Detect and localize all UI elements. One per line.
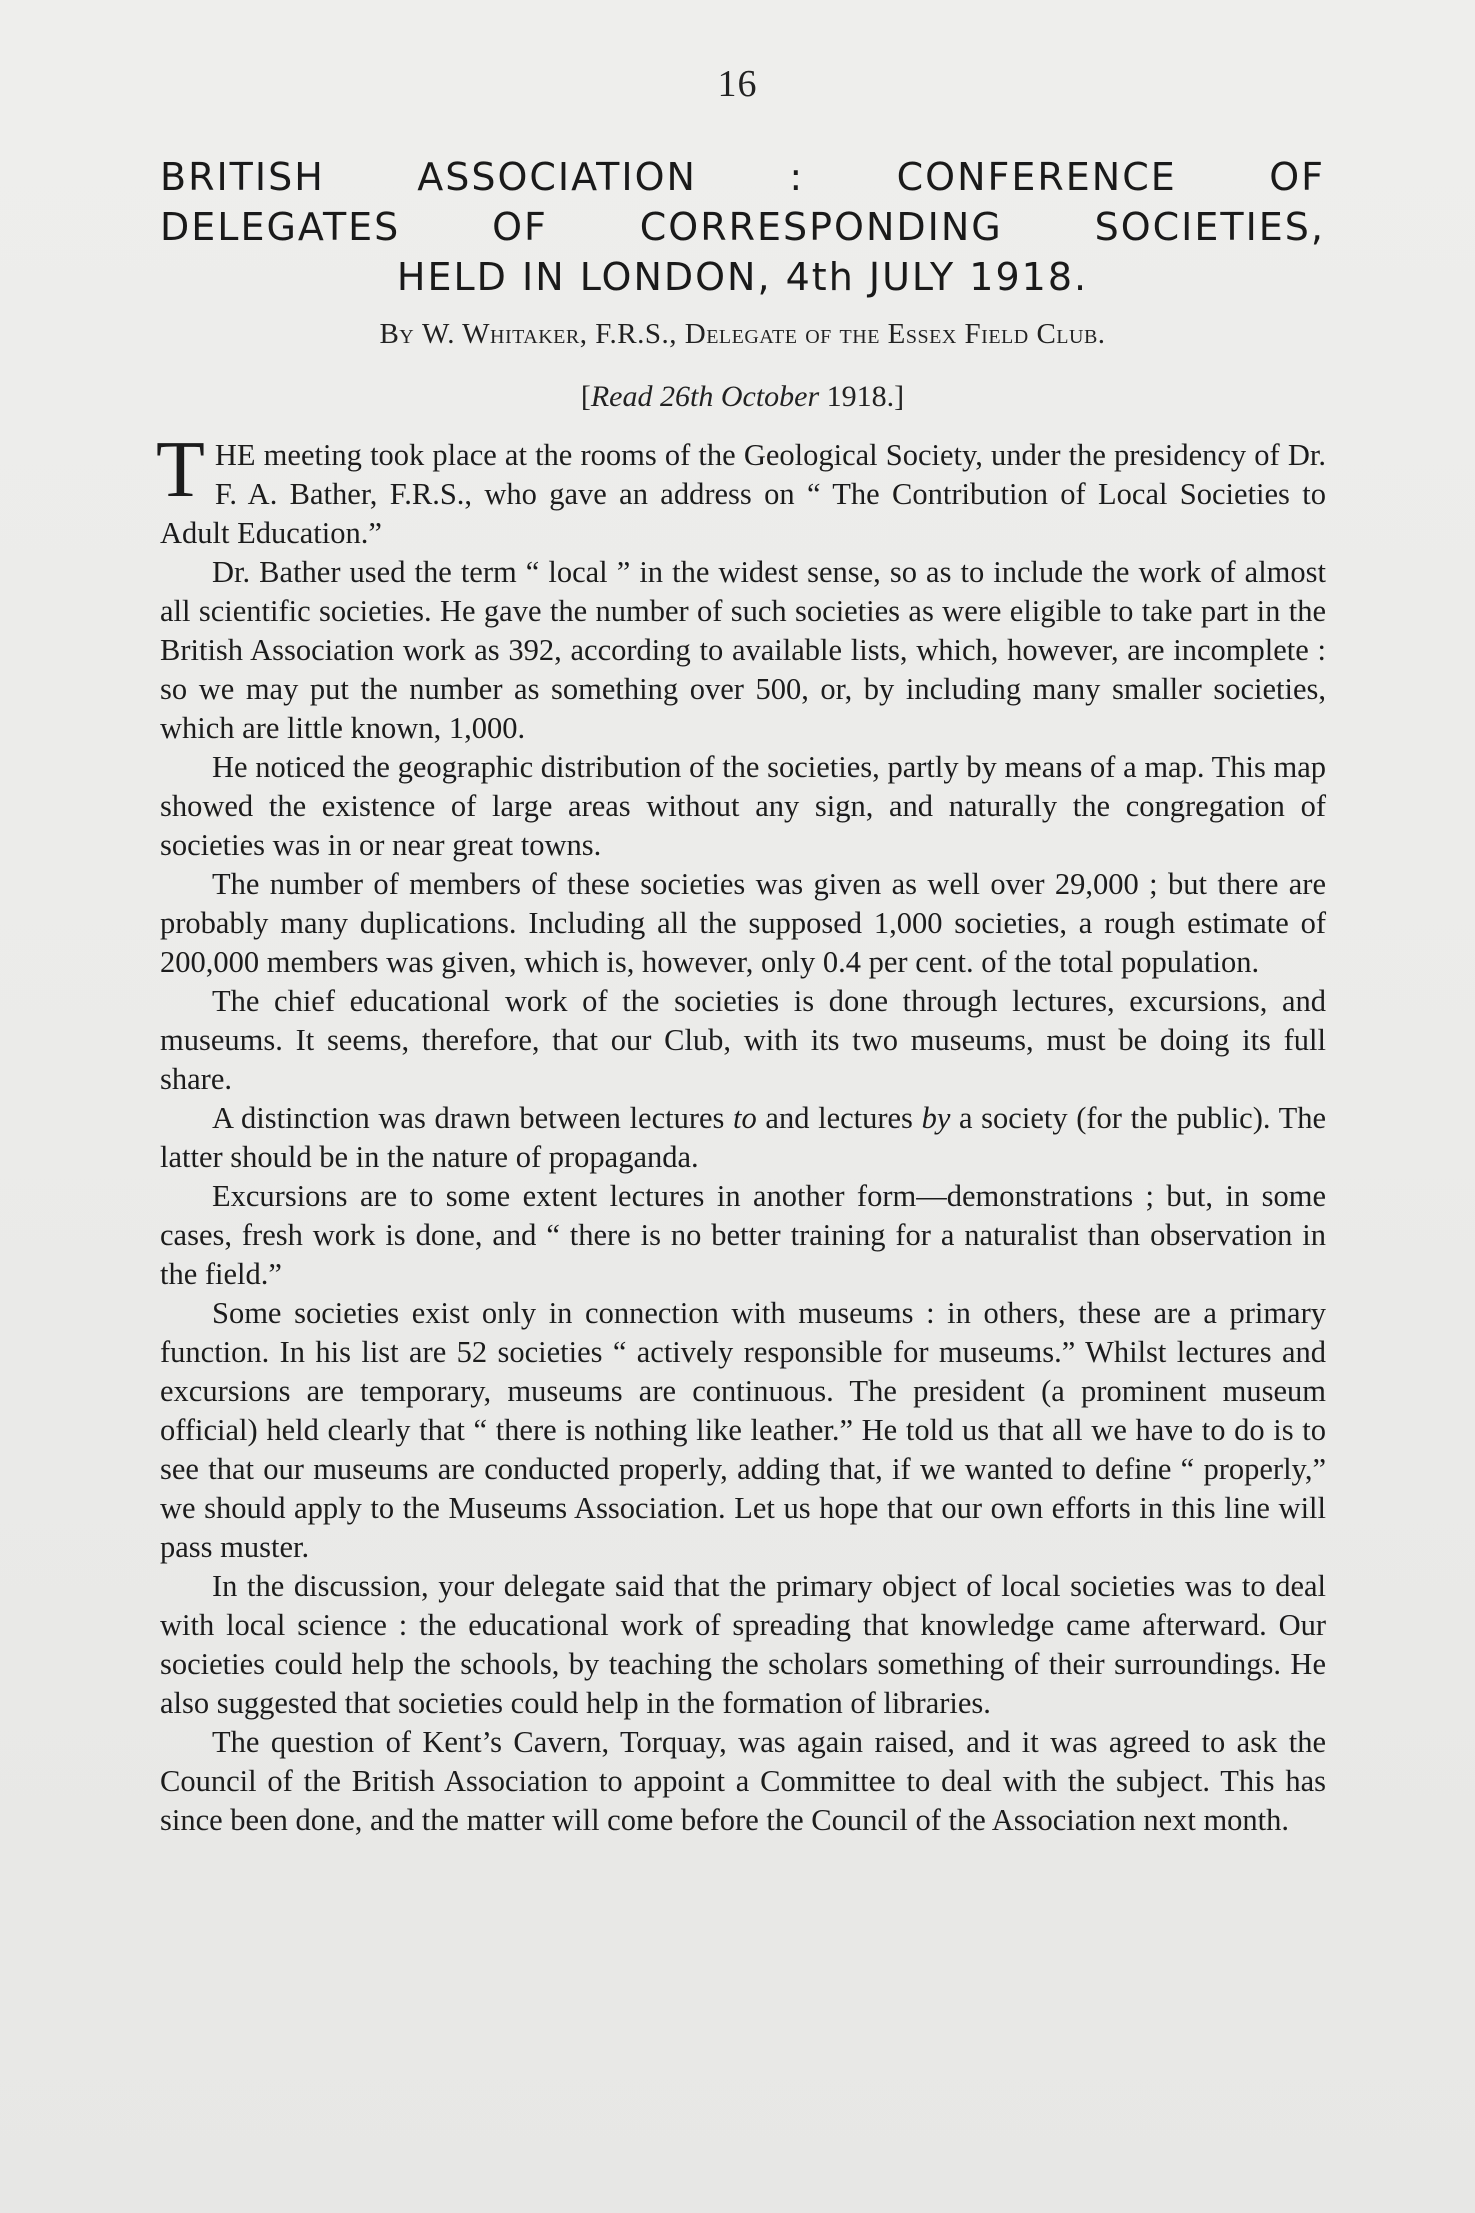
paragraph-5: The chief educational work of the societies is done through lectures, excursions, and museums. It seems, therefore, that our Club, with its two museums, must be doing its full share.	[160, 984, 1326, 1096]
paragraph-6-part-b: and lectures	[756, 1101, 922, 1135]
paragraph-6-to: to	[733, 1101, 757, 1135]
byline	[160, 318, 1325, 351]
read-date-italic: Read 26th October	[590, 380, 820, 413]
paragraph-10: The question of Kent’s Cavern, Torquay, was again raised, and it was agreed to ask the Council of the British Association to appoint a Committee to deal with the subject. This has since been done, and the matter will come before the Council of the Association next month.	[160, 1725, 1326, 1837]
paragraph-9: In the discussion, your delegate said that the primary object of local societies was to deal with local science : the educational work of spreading that knowledge came afterward. Our societies could help the schools, by teaching the scholars something of their surroundings. He also suggested that societies could help in the formation of libraries.	[160, 1569, 1326, 1720]
page-number: 16	[717, 63, 758, 105]
byline-role: Delegate of the Essex Field Club.	[684, 318, 1106, 350]
paragraph-4: The number of members of these societies was given as well over 29,000 ; but there are probably many duplications. Including all the supposed 1,000 societies, a rough estimate of 200,000 members was given, which is, however, only 0.4 per cent. of the total population.	[160, 867, 1326, 979]
paragraph-2: Dr. Bather used the term “ local ” in the widest sense, so as to include the work of almost all scientific societies. He gave the number of such societies as were eligible to take part in the British Association work as 392, according to available lists, which, however, are incomplete : so we may put the number as something over 500, or, by including many smaller societies, which are little known, 1,000.	[160, 555, 1326, 745]
paragraph-6	[160, 1099, 1326, 1177]
paragraph-3: He noticed the geographic distribution of the societies, partly by means of a map. This map showed the existence of large areas without any sign, and naturally the congregation of societies was in or near great towns.	[160, 750, 1326, 862]
article-title	[160, 152, 1325, 302]
byline-credentials: , F.R.S.,	[579, 318, 685, 350]
article-body	[156, 426, 1326, 1840]
paragraph-8: Some societies exist only in connection with museums : in others, these are a primary function. In his list are 52 societies “ actively responsible for museums.” Whilst lectures and excursions are temporary, museums are continuous. The president (a prominent museum official) held clearly that “ there is nothing like leather.” He told us that all we have to do is to see that our museums are conducted properly, adding that, if we wanted to define “ properly,” we should apply to the Museums Association. Let us hope that our own efforts in this line will pass muster.	[160, 1296, 1326, 1564]
title-line-1: BRITISH ASSOCIATION : CONFERENCE OF	[160, 155, 1325, 199]
read-date-open: [	[580, 380, 591, 413]
title-line-2: DELEGATES OF CORRESPONDING SOCIETIES,	[160, 205, 1325, 249]
paragraph-6-part-a: A distinction was drawn between lectures	[212, 1101, 734, 1135]
byline-by: By	[379, 318, 415, 350]
read-date	[160, 380, 1325, 414]
paragraph-1	[156, 426, 1326, 553]
paragraph-7: Excursions are to some extent lectures in another form—demonstrations ; but, in some cases, fresh work is done, and “ there is no better training for a naturalist than observation in the field.”	[160, 1179, 1326, 1291]
drop-cap: T	[156, 426, 205, 514]
paragraph-6-part-c: a society (for the public). The latter should be in the nature of propaganda.	[160, 1101, 1326, 1174]
read-date-year: 1918.]	[819, 380, 905, 413]
title-line-3: HELD IN LONDON, 4th JULY 1918.	[396, 255, 1089, 299]
paragraph-6-by: by	[921, 1101, 951, 1135]
byline-author: W. Whitaker	[422, 318, 580, 350]
paragraph-1-text: HE meeting took place at the rooms of the Geological Society, under the presidency of Dr. F. A. Bather, F.R.S., who gave an address on “ The Contribution of Local Societies to Adult Education.”	[160, 438, 1326, 550]
